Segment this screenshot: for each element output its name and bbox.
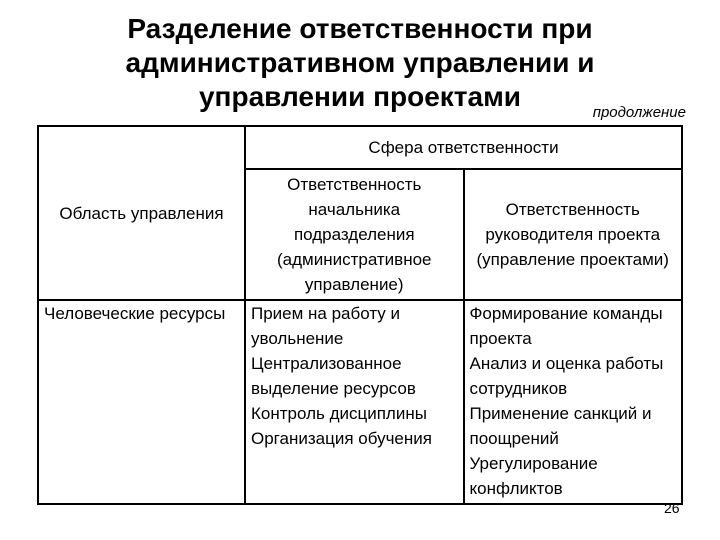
col2-cell xyxy=(464,300,683,504)
area-cell xyxy=(38,300,245,504)
col1-header-cell xyxy=(245,169,464,300)
area-header: Область управления xyxy=(59,203,224,223)
col2-header-cell xyxy=(464,169,683,300)
title-line-2: административном управлении и xyxy=(125,47,595,78)
list-item: Урегулирование конфликтов xyxy=(469,454,598,498)
continued-label: продолжение xyxy=(592,104,686,121)
list-item: Централизованное выделение ресурсов xyxy=(251,354,416,398)
col2-header: Ответственность руководителя проекта (управление проектами) xyxy=(476,200,669,269)
responsibility-table xyxy=(37,125,683,505)
title-line-3: управлении проектами xyxy=(198,81,522,112)
area-value: Человеческие ресурсы xyxy=(44,304,226,323)
sphere-header-cell xyxy=(245,126,682,169)
sphere-header: Сфера ответственности xyxy=(368,138,559,157)
list-item: Организация обучения xyxy=(251,429,432,448)
page-number: 26 xyxy=(664,500,680,516)
list-item: Анализ и оценка работы сотрудников xyxy=(469,354,664,398)
list-item: Прием на работу и увольнение xyxy=(251,304,401,348)
area-header-cell xyxy=(38,126,245,300)
table-row xyxy=(38,300,682,504)
list-item: Применение санкций и поощрений xyxy=(469,404,652,448)
list-item: Контроль дисциплины xyxy=(251,404,427,423)
table-header-row xyxy=(38,126,682,169)
list-item: Формирование команды проекта xyxy=(469,304,663,348)
slide-title xyxy=(0,12,720,114)
title-line-1: Разделение ответственности при xyxy=(127,13,593,44)
col1-header: Ответственность начальника подразделения (административное управление) xyxy=(276,175,432,294)
col1-cell xyxy=(245,300,464,504)
